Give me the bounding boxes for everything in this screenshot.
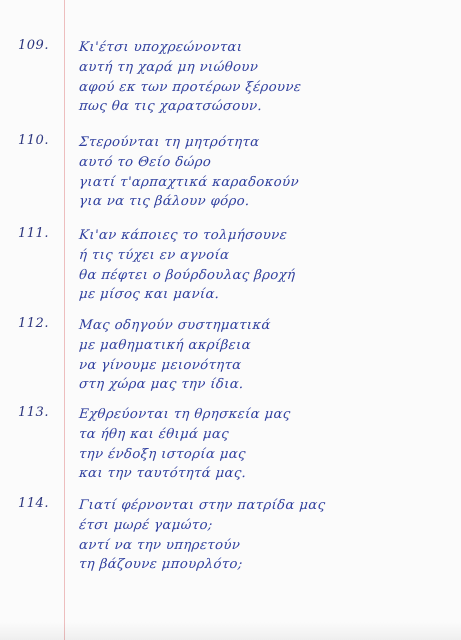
verse-line: Κι'έτσι υποχρεώνονται <box>78 40 244 55</box>
verse-line: πως θα τις χαρατσώσουν. <box>78 99 263 115</box>
stanza-114 <box>0 496 461 588</box>
verse-line: Γιατί φέρνονται στην πατρίδα μας <box>78 498 327 513</box>
verse-line: τα ήθη και έθιμά μας <box>78 426 230 442</box>
stanza-number: 111. <box>18 226 49 241</box>
verse-line: με μίσος και μανία. <box>78 287 221 303</box>
verse-line: γιατί τ'αρπαχτικά καραδοκούν <box>78 174 300 190</box>
stanza-lines <box>79 133 451 212</box>
stanza-lines <box>79 496 451 575</box>
stanza-number: 113. <box>18 405 49 420</box>
stanza-112 <box>0 316 461 408</box>
verse-line: με μαθηματική ακρίβεια <box>78 337 252 353</box>
verse-line: αυτή τη χαρά μη νιώθουν <box>78 59 259 75</box>
verse-line: τη βάζουνε μπουρλότο; <box>78 557 244 573</box>
verse-line: για να τις βάλουν φόρο. <box>78 194 251 210</box>
verse-line: να γίνουμε μειονότητα <box>78 357 243 373</box>
verse-line: ή τις τύχει εν αγνοία <box>78 247 231 263</box>
verse-line: αυτό το Θείο δώρο <box>78 154 212 170</box>
stanza-lines <box>79 316 451 395</box>
verse-line: στη χώρα μας την ίδια. <box>78 377 245 393</box>
stanza-111 <box>0 226 461 318</box>
stanza-number: 114. <box>18 496 49 511</box>
stanza-lines <box>79 226 451 305</box>
verse-line: την ένδοξη ιστορία μας <box>78 446 247 462</box>
stanza-lines <box>79 38 451 117</box>
page-edge-shadow <box>0 622 461 640</box>
stanza-number: 112. <box>18 316 49 331</box>
stanza-113 <box>0 405 461 497</box>
verse-line: Κι'αν κάποιες το τολμήσουνε <box>78 228 288 243</box>
stanza-110 <box>0 133 461 225</box>
verse-line: θα πέφτει ο βούρδουλας βροχή <box>78 267 297 283</box>
verse-line: έτσι μωρέ γαμώτο; <box>78 517 214 533</box>
verse-line: Στερούνται τη μητρότητα <box>78 135 261 150</box>
verse-line: Εχθρεύονται τη θρησκεία μας <box>78 407 292 422</box>
stanza-109 <box>0 38 461 130</box>
verse-line: αφού εκ των προτέρων ξέρουνε <box>78 79 302 95</box>
stanza-number: 110. <box>18 133 49 148</box>
verse-line: αντί να την υπηρετούν <box>78 537 241 553</box>
stanza-lines <box>79 405 451 484</box>
verse-line: Μας οδηγούν συστηματικά <box>78 318 272 333</box>
stanza-number: 109. <box>18 38 49 53</box>
verse-line: και την ταυτότητά μας. <box>78 466 247 482</box>
